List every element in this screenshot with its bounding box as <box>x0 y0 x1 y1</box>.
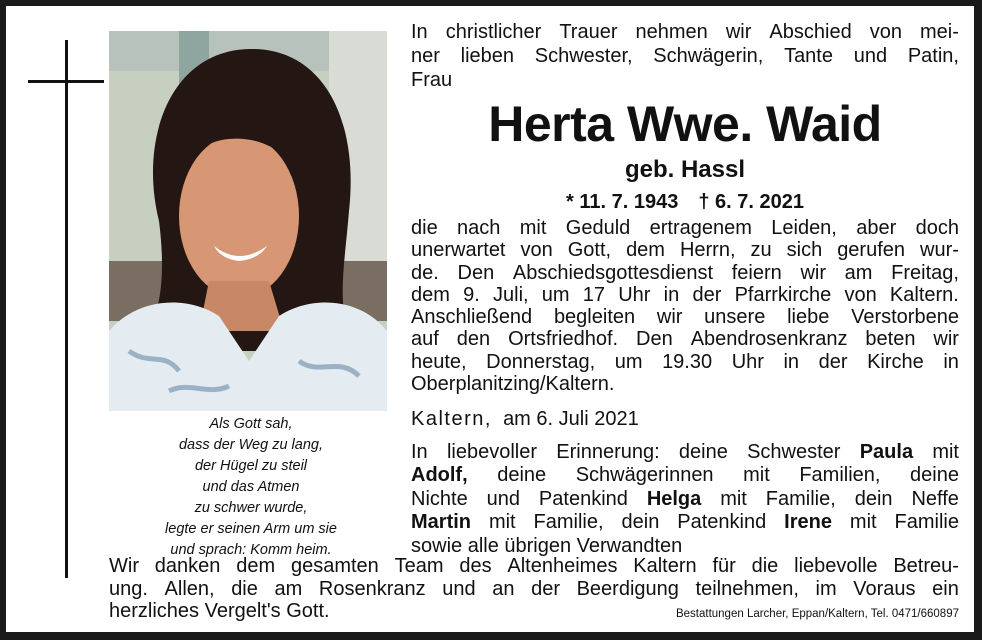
place: Kaltern, <box>411 408 492 430</box>
body-line: heute, Donnerstag, um 19.30 Uhr in der Kirche in <box>411 350 959 373</box>
intro-line: ner lieben Schwester, Schwägerin, Tante und Patin, <box>411 45 959 67</box>
poem-line: und das Atmen <box>202 479 300 495</box>
body-line: die nach mit Geduld ertragenem Leiden, aber doch <box>411 217 959 239</box>
body-line: dem 9. Juli, um 17 Uhr in der Pfarrkirche von Kaltern. <box>411 283 959 306</box>
poem-line: dass der Weg zu lang, <box>178 437 323 453</box>
poem-line: und sprach: Komm heim. <box>170 542 332 558</box>
poem <box>116 414 386 561</box>
thanks-line: Wir danken dem gesamten Team des Altenheimes Kaltern für die liebevolle Betreu- <box>109 555 959 577</box>
service-text <box>411 217 959 395</box>
thanks-text <box>109 555 959 626</box>
birth-date: * 11. 7. 1943 <box>566 191 679 213</box>
cross-icon-bar <box>28 80 104 83</box>
funeral-home: Bestattungen Larcher, Eppan/Kaltern, Tel. 0471/660897 <box>675 608 959 621</box>
memory-line: Martin mit Familie, dein Patenkind Irene mit Familie <box>411 511 959 534</box>
obituary-card <box>6 6 974 632</box>
poem-line: zu schwer wurde, <box>194 500 308 516</box>
memory-line: Nichte und Patenkind Helga mit Familie, dein Neffe <box>411 487 959 510</box>
mourners-list <box>411 441 959 558</box>
intro-line: In christlicher Trauer nehmen wir Abschied von mei- <box>411 21 959 43</box>
intro-line: Frau <box>411 69 453 91</box>
portrait-photo <box>109 31 387 411</box>
place-date <box>411 407 639 431</box>
death-date: † 6. 7. 2021 <box>698 191 804 213</box>
memory-line: In liebevoller Erinnerung: deine Schwester Paula mit <box>411 441 959 463</box>
date-line: am 6. Juli 2021 <box>503 408 639 430</box>
life-dates <box>411 189 959 215</box>
deceased-name: Herta Wwe. Waid <box>488 96 882 152</box>
body-line: unerwartet von Gott, dem Herrn, zu sich gerufen wur- <box>411 239 959 262</box>
body-line: Oberplanitzing/Kaltern. <box>411 373 615 396</box>
poem-line: legte er seinen Arm um sie <box>165 521 337 537</box>
memory-line: Adolf, deine Schwägerinnen mit Familien, deine <box>411 464 959 487</box>
thanks-line: ung. Allen, die am Rosenkranz und an der Beerdigung teilnehmen, im Voraus ein <box>109 577 959 600</box>
thanks-last-line <box>109 600 959 626</box>
poem-line: der Hügel zu steil <box>194 458 308 474</box>
cross-icon <box>65 40 68 578</box>
body-line: Anschließend begleiten wir unsere liebe Verstorbene <box>411 306 959 329</box>
poem-line: Als Gott sah, <box>209 416 293 432</box>
intro-text <box>411 20 959 92</box>
maiden-name: geb. Hassl <box>624 156 746 183</box>
body-line: de. Den Abschiedsgottesdienst feiern wir am Freitag, <box>411 261 959 284</box>
thanks-line: herzliches Vergelt's Gott. <box>109 600 330 623</box>
body-line: auf den Ortsfriedhof. Den Abendrosenkranz beten wir <box>411 328 959 351</box>
memory-line: sowie alle übrigen Verwandten <box>411 534 683 557</box>
